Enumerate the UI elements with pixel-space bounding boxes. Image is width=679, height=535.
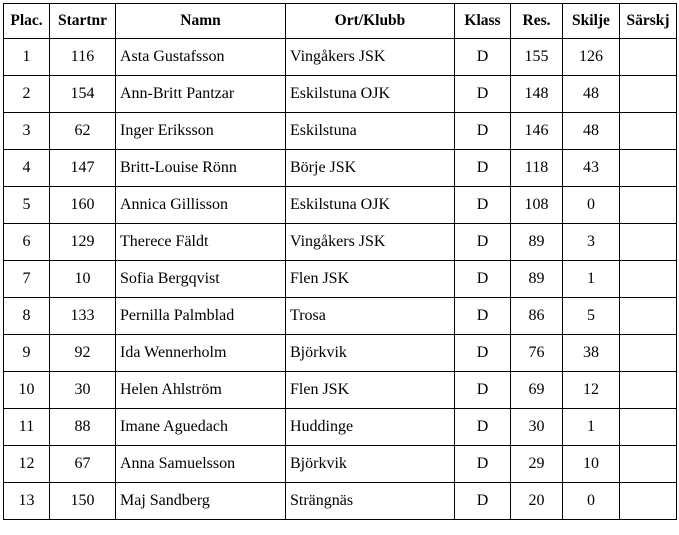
table-row xyxy=(4,76,677,113)
cell-ort-klubb: Eskilstuna xyxy=(286,113,455,150)
cell-skilje: 1 xyxy=(563,261,620,298)
cell-namn: Ida Wennerholm xyxy=(116,335,286,372)
cell-namn: Anna Samuelsson xyxy=(116,446,286,483)
cell-ort-klubb: Björkvik xyxy=(286,446,455,483)
cell-res: 20 xyxy=(511,483,563,520)
table-row xyxy=(4,39,677,76)
cell-sarskj xyxy=(620,150,677,187)
cell-res: 86 xyxy=(511,298,563,335)
header-namn: Namn xyxy=(116,4,286,39)
cell-plac: 2 xyxy=(4,76,50,113)
cell-res: 148 xyxy=(511,76,563,113)
cell-plac: 5 xyxy=(4,187,50,224)
cell-klass: D xyxy=(455,261,511,298)
table-row xyxy=(4,298,677,335)
cell-skilje: 1 xyxy=(563,409,620,446)
cell-startnr: 92 xyxy=(50,335,116,372)
cell-plac: 10 xyxy=(4,372,50,409)
cell-res: 89 xyxy=(511,261,563,298)
cell-ort-klubb: Strängnäs xyxy=(286,483,455,520)
cell-sarskj xyxy=(620,298,677,335)
cell-plac: 6 xyxy=(4,224,50,261)
cell-sarskj xyxy=(620,187,677,224)
header-startnr: Startnr xyxy=(50,4,116,39)
cell-startnr: 147 xyxy=(50,150,116,187)
table-row xyxy=(4,409,677,446)
table-row xyxy=(4,483,677,520)
cell-namn: Sofia Bergqvist xyxy=(116,261,286,298)
cell-namn: Helen Ahlström xyxy=(116,372,286,409)
header-skilje: Skilje xyxy=(563,4,620,39)
cell-namn: Asta Gustafsson xyxy=(116,39,286,76)
cell-skilje: 12 xyxy=(563,372,620,409)
cell-startnr: 62 xyxy=(50,113,116,150)
cell-klass: D xyxy=(455,409,511,446)
header-plac: Plac. xyxy=(4,4,50,39)
cell-skilje: 10 xyxy=(563,446,620,483)
cell-res: 89 xyxy=(511,224,563,261)
cell-namn: Imane Aguedach xyxy=(116,409,286,446)
cell-skilje: 48 xyxy=(563,76,620,113)
table-row xyxy=(4,150,677,187)
cell-res: 29 xyxy=(511,446,563,483)
cell-startnr: 88 xyxy=(50,409,116,446)
cell-res: 108 xyxy=(511,187,563,224)
table-row xyxy=(4,113,677,150)
cell-klass: D xyxy=(455,76,511,113)
cell-sarskj xyxy=(620,446,677,483)
cell-ort-klubb: Vingåkers JSK xyxy=(286,39,455,76)
table-row xyxy=(4,187,677,224)
cell-namn: Britt-Louise Rönn xyxy=(116,150,286,187)
results-body xyxy=(4,39,677,520)
cell-ort-klubb: Huddinge xyxy=(286,409,455,446)
cell-sarskj xyxy=(620,261,677,298)
cell-plac: 4 xyxy=(4,150,50,187)
cell-res: 155 xyxy=(511,39,563,76)
cell-startnr: 67 xyxy=(50,446,116,483)
cell-startnr: 10 xyxy=(50,261,116,298)
cell-sarskj xyxy=(620,39,677,76)
cell-ort-klubb: Björkvik xyxy=(286,335,455,372)
cell-sarskj xyxy=(620,113,677,150)
cell-klass: D xyxy=(455,335,511,372)
cell-klass: D xyxy=(455,372,511,409)
cell-namn: Pernilla Palmblad xyxy=(116,298,286,335)
cell-klass: D xyxy=(455,446,511,483)
cell-res: 69 xyxy=(511,372,563,409)
cell-plac: 9 xyxy=(4,335,50,372)
cell-ort-klubb: Börje JSK xyxy=(286,150,455,187)
cell-plac: 13 xyxy=(4,483,50,520)
table-row xyxy=(4,446,677,483)
cell-ort-klubb: Flen JSK xyxy=(286,261,455,298)
cell-startnr: 133 xyxy=(50,298,116,335)
cell-startnr: 150 xyxy=(50,483,116,520)
cell-plac: 7 xyxy=(4,261,50,298)
cell-klass: D xyxy=(455,150,511,187)
cell-skilje: 43 xyxy=(563,150,620,187)
cell-namn: Ann-Britt Pantzar xyxy=(116,76,286,113)
cell-res: 146 xyxy=(511,113,563,150)
cell-startnr: 160 xyxy=(50,187,116,224)
cell-sarskj xyxy=(620,483,677,520)
cell-startnr: 154 xyxy=(50,76,116,113)
cell-ort-klubb: Eskilstuna OJK xyxy=(286,187,455,224)
cell-plac: 1 xyxy=(4,39,50,76)
cell-res: 30 xyxy=(511,409,563,446)
cell-skilje: 38 xyxy=(563,335,620,372)
cell-klass: D xyxy=(455,298,511,335)
cell-skilje: 126 xyxy=(563,39,620,76)
cell-skilje: 0 xyxy=(563,483,620,520)
cell-startnr: 30 xyxy=(50,372,116,409)
cell-plac: 3 xyxy=(4,113,50,150)
cell-namn: Inger Eriksson xyxy=(116,113,286,150)
cell-ort-klubb: Vingåkers JSK xyxy=(286,224,455,261)
cell-res: 76 xyxy=(511,335,563,372)
cell-klass: D xyxy=(455,39,511,76)
cell-sarskj xyxy=(620,224,677,261)
table-row xyxy=(4,261,677,298)
header-row xyxy=(4,4,677,39)
cell-klass: D xyxy=(455,113,511,150)
cell-sarskj xyxy=(620,409,677,446)
cell-klass: D xyxy=(455,187,511,224)
cell-skilje: 3 xyxy=(563,224,620,261)
cell-ort-klubb: Flen JSK xyxy=(286,372,455,409)
cell-plac: 12 xyxy=(4,446,50,483)
header-klass: Klass xyxy=(455,4,511,39)
cell-res: 118 xyxy=(511,150,563,187)
cell-plac: 8 xyxy=(4,298,50,335)
header-sarskj: Särskj xyxy=(620,4,677,39)
table-row xyxy=(4,372,677,409)
cell-plac: 11 xyxy=(4,409,50,446)
header-res: Res. xyxy=(511,4,563,39)
table-row xyxy=(4,224,677,261)
results-table xyxy=(3,3,677,520)
cell-ort-klubb: Eskilstuna OJK xyxy=(286,76,455,113)
header-ort-klubb: Ort/Klubb xyxy=(286,4,455,39)
cell-skilje: 48 xyxy=(563,113,620,150)
cell-namn: Annica Gillisson xyxy=(116,187,286,224)
cell-startnr: 129 xyxy=(50,224,116,261)
cell-startnr: 116 xyxy=(50,39,116,76)
cell-skilje: 5 xyxy=(563,298,620,335)
cell-klass: D xyxy=(455,483,511,520)
cell-sarskj xyxy=(620,372,677,409)
table-row xyxy=(4,335,677,372)
cell-namn: Maj Sandberg xyxy=(116,483,286,520)
cell-namn: Therece Fäldt xyxy=(116,224,286,261)
cell-sarskj xyxy=(620,335,677,372)
cell-skilje: 0 xyxy=(563,187,620,224)
cell-klass: D xyxy=(455,224,511,261)
cell-sarskj xyxy=(620,76,677,113)
cell-ort-klubb: Trosa xyxy=(286,298,455,335)
